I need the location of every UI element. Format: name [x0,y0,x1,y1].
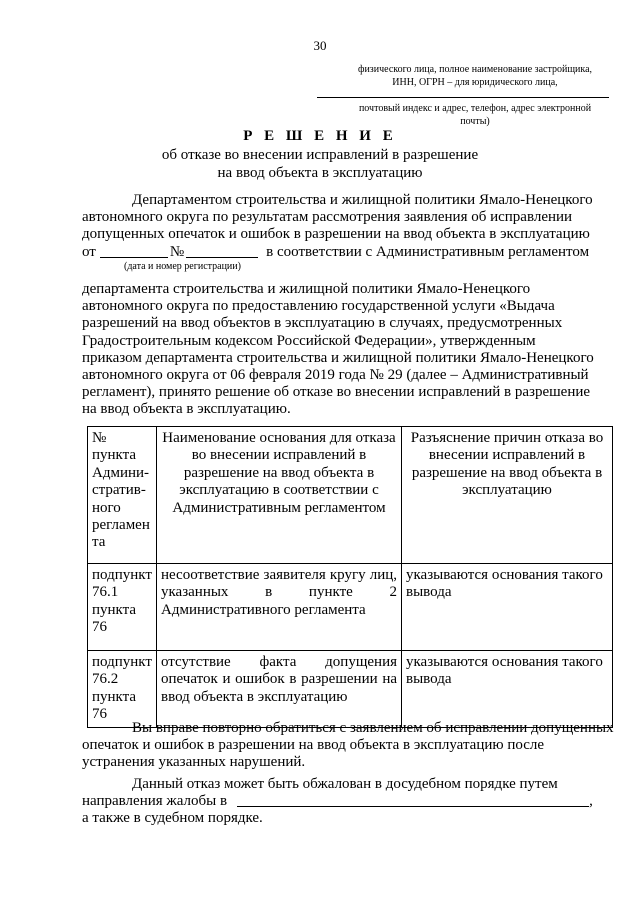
appeal-addressee-line [82,793,610,810]
reapply-line: Вы вправе повторно обратиться с заявлением об исправлении допущенных [132,720,614,736]
row-reason-cell: несоответствие заявителя кругу лиц, указанных в пункте 2 Административного регламента [157,564,402,651]
body-line: автономного округа по предоставлению государственной услуги «Выдача [82,298,555,315]
header-explanation-cell: Разъяснение причин отказа во внесении исправлений в разрешение на ввод объекта в эксплуатацию [402,427,613,564]
intro-line: автономного округа по результатам рассмотрения заявления об исправлении [82,209,573,226]
appeal-paragraph [82,776,610,828]
appeal-comma: , [589,793,593,810]
subtitle-line: об отказе во внесении исправлений в разрешение [161,147,479,163]
reapply-line: устранения указанных нарушений. [82,754,306,771]
row-explanation-cell: указываются основания такого вывода [402,564,613,651]
page-number: 30 [313,38,327,53]
body-line: автономного округа от 06 февраля 2019 года № 29 (далее – Административный [82,367,589,384]
appeal-addressee-label: направления жалобы в [82,793,228,810]
per-regulation-text: в соответствии с Административным регламентом [266,243,590,260]
date-blank [100,244,168,258]
registration-line [82,244,610,261]
address-note-line: почтовый индекс и адрес, телефон, адрес электронной [358,103,592,114]
refusal-reasons-table [87,426,613,728]
intro-line: Департаментом строительства и жилищной политики Ямало-Ненецкого [132,192,593,208]
number-blank [186,244,258,258]
body-line: департамента строительства и жилищной политики Ямало-Ненецкого [82,281,531,297]
reapply-paragraph [82,720,614,772]
appeal-addressee-blank [237,793,589,807]
decision-intro [82,192,610,272]
decision-body [82,281,610,419]
appeal-line: Данный отказ может быть обжалован в досудебном порядке путем [132,776,558,792]
row-reason-cell: отсутствие факта допущения опечаток и ошибок в разрешении на ввод объекта в эксплуатацию [157,651,402,728]
address-note-line: почты) [460,116,490,127]
from-label: от [82,243,96,260]
entity-note-line: ИНН, ОГРН – для юридического лица, [392,77,558,88]
document-subtitle [0,146,640,182]
table-row [88,564,613,651]
row-point-cell: подпункт 76.2 пункта 76 [88,651,157,728]
header-reason-cell: Наименование основания для отказа во внесении исправлений в разрешение на ввод объекта в эксплуатацию в соответствии с Административным регламентом [157,427,402,564]
body-line: приказом департамента строительства и жилищной политики Ямало-Ненецкого [82,349,594,366]
address-rule [317,97,609,98]
intro-line: допущенных опечаток и ошибок в разрешении на ввод объекта в эксплуатацию [82,226,590,243]
header-point-cell: № пункта Админи-стратив-ного регламен та [88,427,157,564]
table-header-row [88,427,613,564]
number-label: № [169,243,185,260]
address-note [330,102,620,128]
body-line: регламент), принято решение об отказе во внесении исправлений в разрешение [82,384,591,401]
body-line: Градостроительным кодексом Российской Федерации», утвержденным [82,332,536,349]
body-line: разрешений на ввод объектов в эксплуатацию в случаях, предусмотренных [82,315,563,332]
date-number-note: (дата и номер регистрации) [124,260,241,272]
table-row [88,651,613,728]
row-explanation-cell: указываются основания такого вывода [402,651,613,728]
row-point-cell: подпункт 76.1 пункта 76 [88,564,157,651]
document-title: Р Е Ш Е Н И Е [243,128,397,144]
entity-note-line: физического лица, полное наименование застройщика, [357,64,593,75]
subtitle-line: на ввод объекта в эксплуатацию [217,165,423,181]
reapply-line: опечаток и ошибок в разрешении на ввод объекта в эксплуатацию после [82,737,545,754]
body-line: на ввод объекта в эксплуатацию. [82,401,291,418]
appeal-line: а также в судебном порядке. [82,810,263,827]
entity-note [330,63,620,89]
